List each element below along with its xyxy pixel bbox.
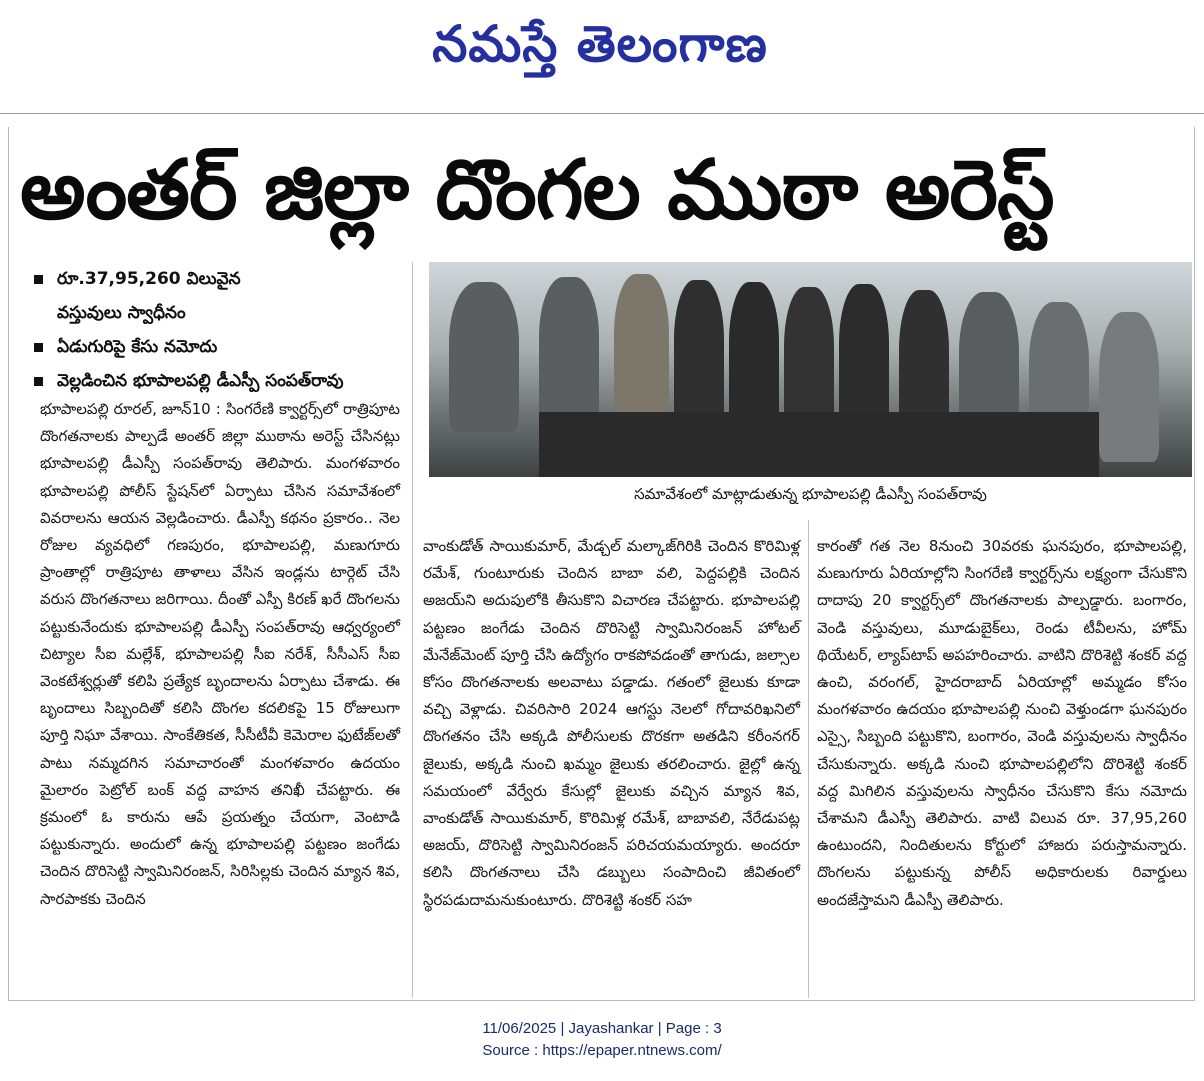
highlight-text: ఏడుగురిపై కేసు నమోదు	[57, 337, 218, 357]
highlight-text: రూ.37,95,260 విలువైన	[57, 269, 241, 289]
article-column-3	[817, 533, 1187, 914]
footer-date-edition: 11/06/2025 | Jayashankar | Page : 3	[482, 1020, 722, 1037]
highlights-list	[30, 262, 410, 398]
photo-person	[449, 282, 519, 432]
paragraph: వాంకుడోత్ సాయికుమార్, మేడ్చల్ మల్కాజ్‌గిరికి చెందిన కొరిమిళ్ల రమేశ్, గుంటూరుకు చెందిన బాబా వలి, పెద్దపల్లికి చెందిన అజయ్‌ని అదుపులోకి తీసుకొని విచారణ చేపట్టారు. భూపాలపల్లి పట్టణం జంగేడు చెందిన దొరిసెట్టి స్వామినిరంజన్ హోటల్ మేనేజ్‌మెంట్ పూర్తి చేసి ఉద్యోగం రాకపోవడంతో తాగుడు, జల్సాల కోసం దొంగతనాలకు అలవాటు పడ్డాడు. గతంలో జైలుకు కూడా వచ్చి వెళ్లాడు. చివరిసారి 2024 ఆగస్టు నెలలో గోదావరిఖనిలో దొంగతనం చేసి అక్కడి పోలీసులకు దొరకగా అతడిని కరీంనగర్ జైలుకు, అక్కడి నుంచి ఖమ్మం జైలుకు తరలించారు. జైల్లో ఉన్న సమయంలో వేర్వేరు కేసుల్లో జైలుకు వచ్చిన మ్యాన శివ, వాంకుడోత్ సాయికుమార్, కొరిమిళ్ల రమేశ్, బాబావలి, నేరేడుపట్ల అజయ్, దొరిసెట్టి స్వామినిరంజన్ పరిచయమయ్యారు. అందరూ కలిసి దొంగతనాలు చేసి డబ్బులు సంపాదించి జీవితంలో స్థిరపడుదామనుకుంటూరు. దొరిశెట్టి శంకర్ సహ	[423, 537, 800, 909]
highlight-text-cont: వస్తువులు స్వాధీనం	[57, 303, 186, 323]
column-divider	[808, 520, 809, 998]
highlight-item	[30, 330, 410, 364]
photo-table	[539, 412, 1099, 477]
photo-person	[539, 277, 599, 427]
page-footer	[0, 1018, 1204, 1062]
photo-caption: సమావేశంలో మాట్లాడుతున్న భూపాలపల్లి డీఎస్పీ సంపత్‌రావు	[634, 485, 987, 503]
paragraph: కారంతో గత నెల 8నుంచి 30వరకు ఘనపురం, భూపాలపల్లి, మణుగూరు ఏరియాల్లోని సింగరేణి క్వార్టర్స్‌ను లక్ష్యంగా చేసుకొని దాదాపు 20 క్వార్టర్స్‌లో దొంగతనాలకు పాల్పడ్డారు. బంగారం, వెండి వస్తువులు, మూడుబైక్‌లు, రెండు టీవీలను, హోమ్ థియేటర్, ల్యాప్‌టాప్ అపహరించారు. వాటిని దొరిశెట్టి శంకర్ వద్ద ఉంచి, వరంగల్, హైదరాబాద్ ఏరియాల్లో అమ్మడం కోసం మంగళవారం ఉదయం భూపాలపల్లి నుంచి వెళ్తుండగా ఘనపురం ఎస్సై, సిబ్బంది పట్టుకొని, బంగారం, వెండి వస్తువులను స్వాధీనం చేసుకున్నారు. అక్కడి నుంచి భూపాలపల్లిలోని దొరిశెట్టి శంకర్ వద్ద మిగిలిన వస్తువులను స్వాధీనం చేసుకొని కేసు నమోదు చేశామని డీఎస్పీ తెలిపారు. వాటి విలువ రూ. 37,95,260 ఉంటుందని, నిందితులను కోర్టులో హాజరు పరుస్తామన్నారు. దొంగలను పట్టుకున్న పోలీస్ అధికారులకు రివార్డులు అందజేస్తామని డీఎస్పీ తెలిపారు.	[817, 537, 1187, 909]
highlight-text: వెల్లడించిన భూపాలపల్లి డీఎస్పీ సంపత్‌రావు	[57, 371, 344, 391]
article-column-2	[423, 533, 800, 914]
photo-person	[614, 274, 669, 424]
column-divider	[412, 262, 413, 998]
top-divider	[0, 113, 1204, 114]
photo-person	[1099, 312, 1159, 462]
masthead-logo: నమస్తే తెలంగాణ	[432, 14, 768, 73]
footer-source: Source : https://epaper.ntnews.com/	[482, 1042, 722, 1059]
press-meet-photo	[429, 262, 1192, 477]
article-column-1	[40, 396, 400, 913]
photo-person	[729, 282, 779, 432]
paragraph: భూపాలపల్లి రూరల్, జూన్10 : సింగరేణి క్వార్టర్స్‌లో రాత్రిపూట దొంగతనాలకు పాల్పడే అంతర్ జిల్లా ముఠాను అరెస్ట్ చేసినట్లు భూపాలపల్లి డీఎస్పీ సంపత్‌రావు తెలిపారు. మంగళవారం భూపాలపల్లి పోలీస్ స్టేషన్‌లో ఏర్పాటు చేసిన సమావేశంలో వివరాలను ఆయన వెల్లడించారు. డీఎస్పీ కథనం ప్రకారం.. నెల రోజుల వ్యవధిలో గణపురం, భూపాలపల్లి, మణుగూరు ప్రాంతాల్లో రాత్రిపూట తాళాలు వేసిన ఇండ్లను టార్గెట్ చేసి వరుస దొంగతనాలు జరిగాయి. దీంతో ఎస్పీ కిరణ్ ఖరే దొంగలను పట్టుకునేందుకు భూపాలపల్లి డీఎస్పీ సంపత్‌రావు ఆధ్వర్యంలో చిట్యాల సీఐ మల్లేశ్, భూపాలపల్లి సీఐ నరేశ్, సీసీఎస్ సీఐ వెంకటేశ్వర్లుతో కలిపి ప్రత్యేక బృందాలను ఏర్పాటు చేశాడు. ఈ బృందాలు సిబ్బందితో కలిసి దొంగల కదలికపై 15 రోజులుగా పూర్తి నిఘా వేశాయి. సాంకేతికత, సీసీటీవీ కెమెరాల ఫుటేజ్‌లతో పాటు నమ్మదగిన సమాచారంతో మంగళవారం ఉదయం మైలారం పెట్రోల్ బంక్ వద్ద వాహన తనిఖీ చేపట్టారు. ఈ క్రమంలో ఓ కారును ఆపే ప్రయత్నం చేయగా, వెంటాడి పట్టుకున్నారు. అందులో ఉన్న భూపాలపల్లి పట్టణం జంగేడు చెందిన దొరిసెట్టి స్వామినిరంజన్, సిరిసిల్లకు చెందిన మ్యాన శివ, సారపాకకు చెందిన	[40, 400, 400, 908]
article-headline: అంతర్ జిల్లా దొంగల ముఠా అరెస్ట్	[20, 143, 1054, 238]
highlight-item	[30, 262, 410, 330]
highlight-item	[30, 364, 410, 398]
photo-person	[674, 280, 724, 430]
